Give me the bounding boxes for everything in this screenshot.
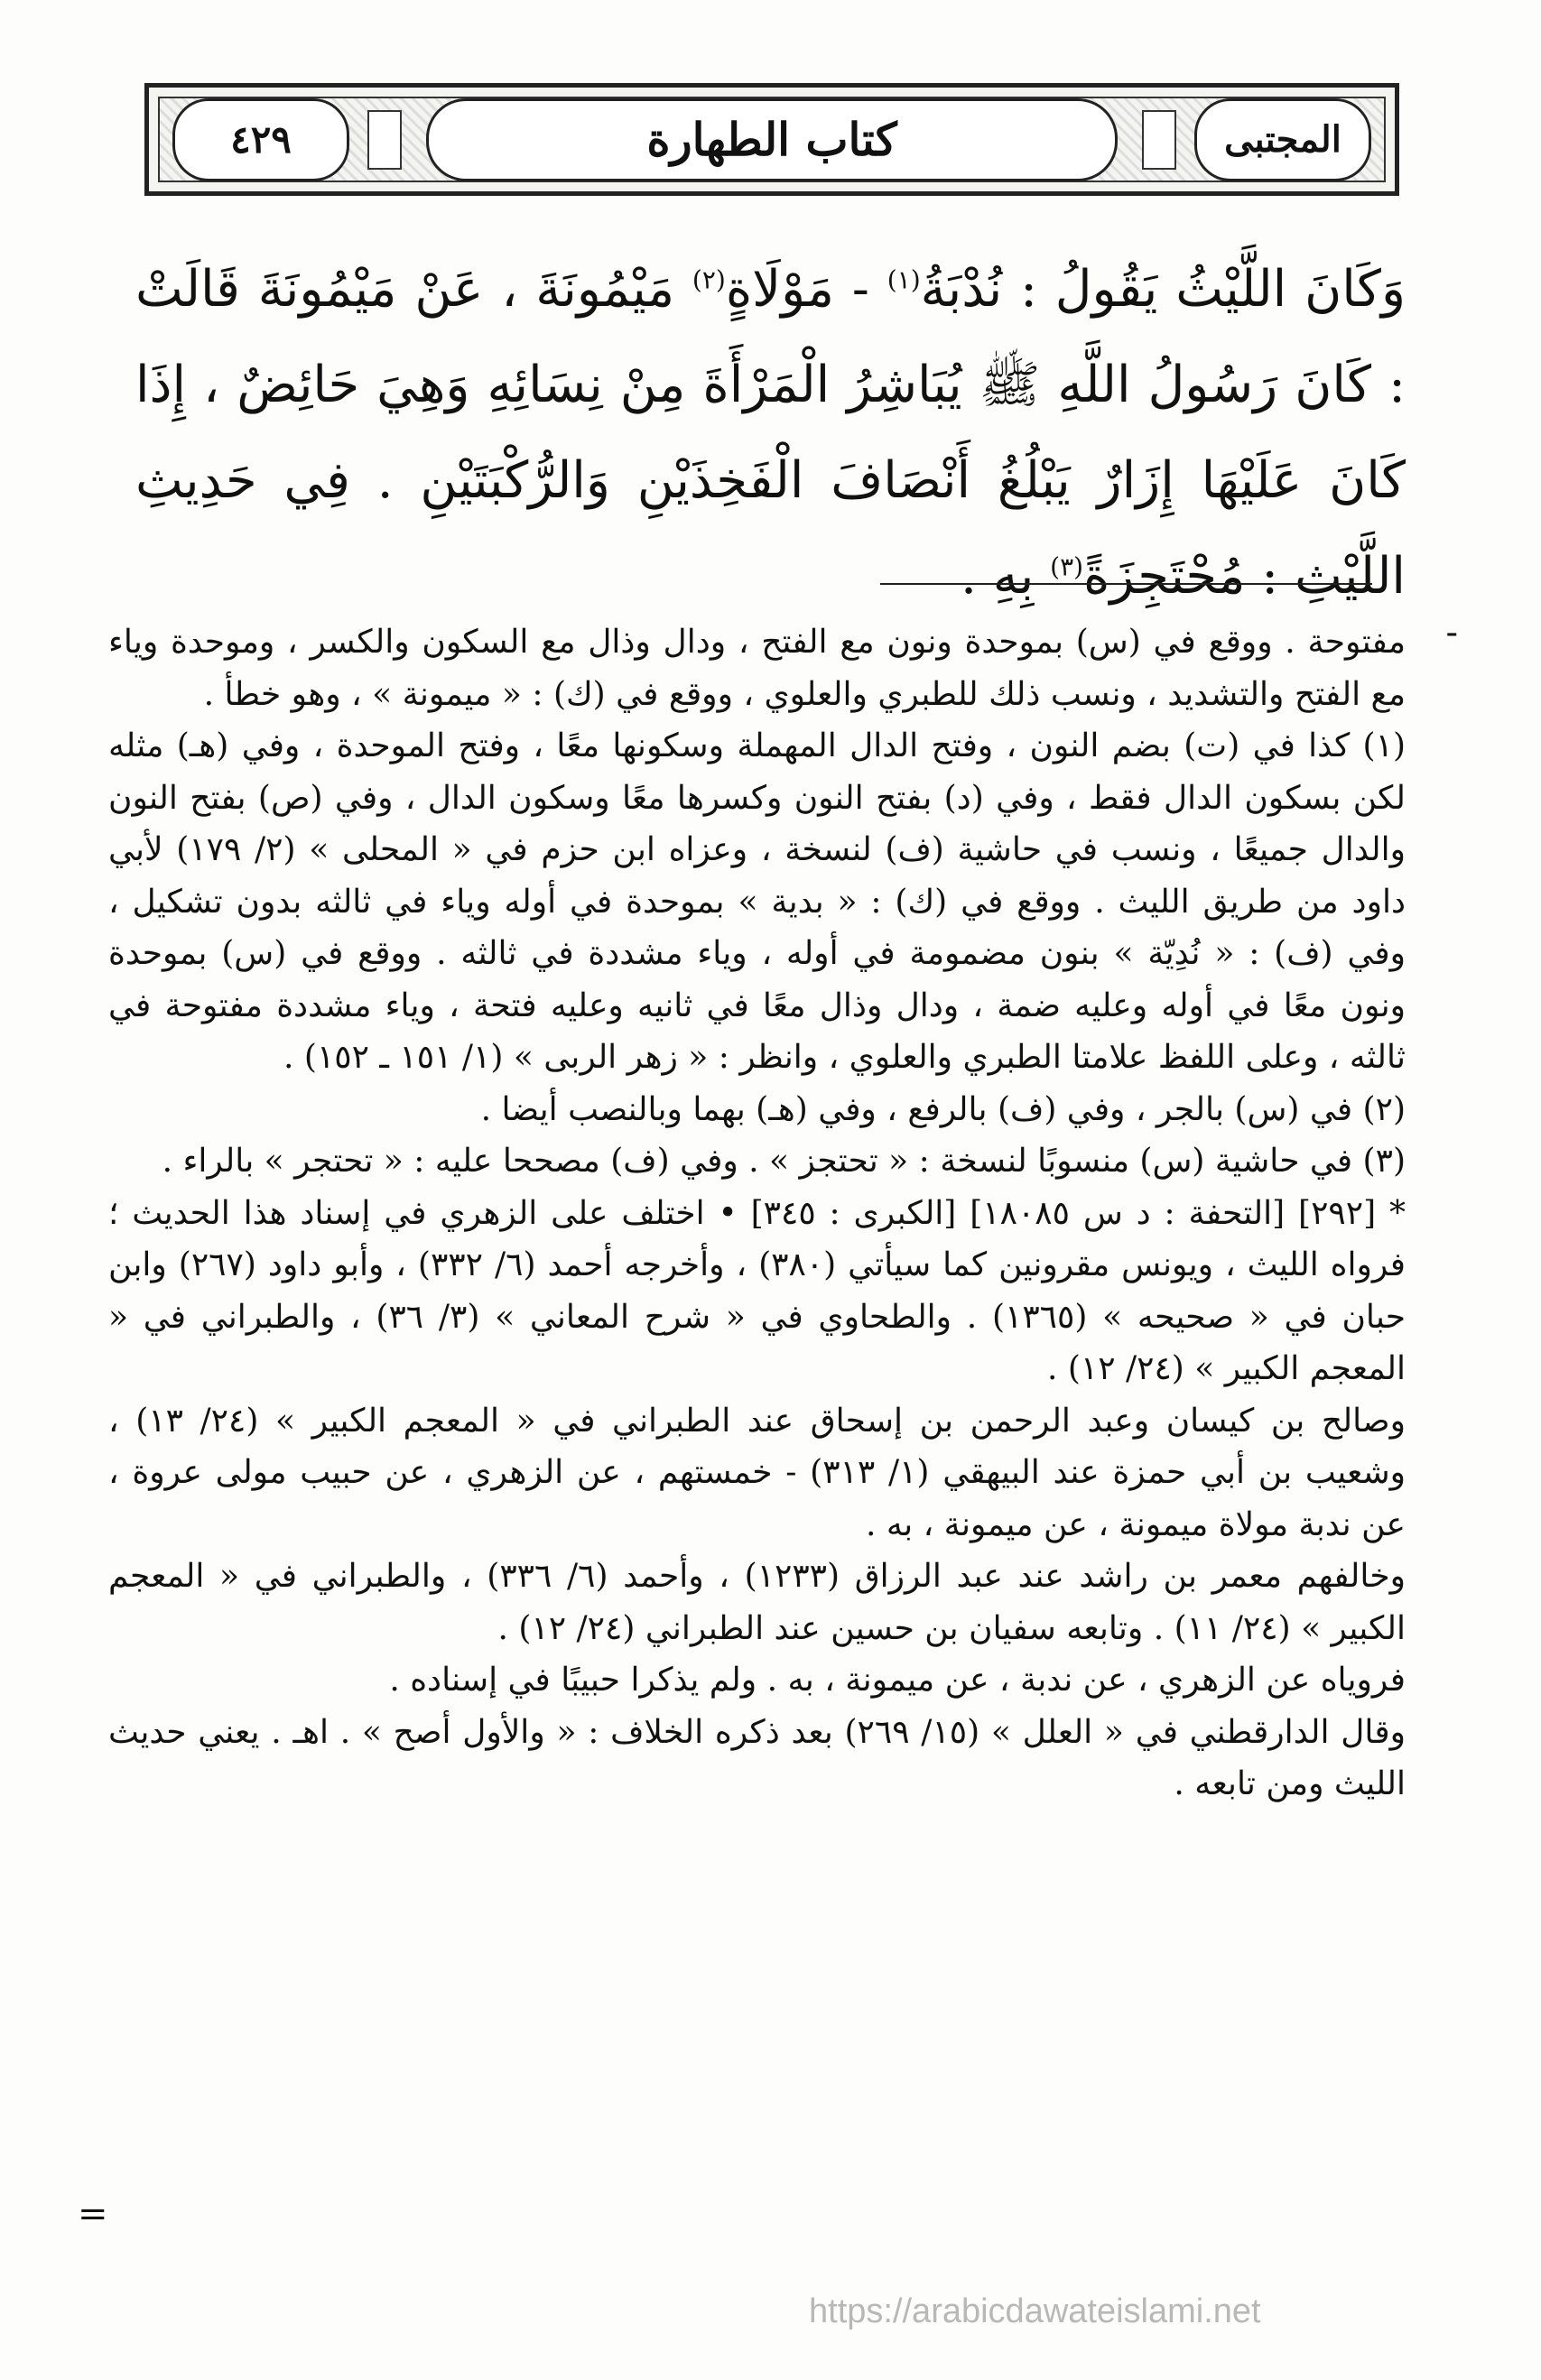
header-ornament-left [367,110,402,170]
book-brand-cartouche [1194,98,1371,181]
takhrij-paragraph-4: وقال الدارقطني في « العلل » (١٥/ ٢٦٩) بعد ذكره الخلاف : « والأول أصح » . اهـ . يعني حديث الليث ومن تابعه . [108,1713,1406,1802]
footnote-continued: مفتوحة . ووقع في (س) بموحدة ونون مع الفتح ، ودال وذال مع السكون والكسر ، وموحدة وياء مع الفتح والتشديد ، ونسب ذلك للطبري والعلوي ، ووقع في (ك) : « ميمونة » ، وهو خطأ . [108,624,1406,713]
takhrij-heading: * [٢٩٢] [التحفة : د س ١٨٠٨٥] [الكبرى : ٣٤٥] • اختلف على الزهري في إسناد هذا الحديث ؛ فرواه الليث ، ويونس مقرونين كما سيأتي (٣٨٠) ، وأخرجه أحمد (٦/ ٣٣٢) ، وأبو داود (٢٦٧) وابن حبان في « صحيحه » (١٣٦٥) . والطحاوي في « شرح المعاني » (٣/ ٣٦) ، والطبراني في « المعجم الكبير » (٢٤/ ١٢) . [108,1194,1406,1387]
hadith-text-part-3: مَيْمُونَةَ ، عَنْ مَيْمُونَةَ قَالَتْ : كَانَ رَسُولُ اللَّهِ ﷺ يُبَاشِرُ الْمَرْأَةَ مِنْ نِسَائِهِ وَهِيَ حَائِضٌ ، إِذَا كَانَ عَلَيْهَا إِزَارٌ يَبْلُغُ أَنْصَافَ الْفَخِذَيْنِ وَالرُّكْبَتَيْنِ . فِي حَدِيثِ اللَّيْثِ : مُحْتَجِزَةً [135,260,1406,606]
footnote-ref-2: (٢) [692,264,726,295]
hadith-text [135,242,1406,625]
book-brand: المجتبى [1224,118,1341,161]
hadith-text-part-4: بِهِ . [961,547,1051,606]
footnote-ref-1: (١) [887,264,921,295]
footnote-2: (٢) في (س) بالجر ، وفي (ف) بالرفع ، وفي (هـ) بهما وبالنصب أيضا . [480,1090,1406,1128]
takhrij-paragraph-3: فروياه عن الزهري ، عن ندبة ، عن ميمونة ، به . ولم يذكرا حبيبًا في إسناده . [389,1662,1406,1699]
watermark: https://arabicdawateislami.net [809,2292,1261,2330]
header-ornament-right [1142,110,1176,170]
footnote-separator [880,583,1372,585]
takhrij-paragraph-2: وخالفهم معمر بن راشد عند عبد الرزاق (١٢٣٣) ، وأحمد (٦/ ٣٣٦) ، والطبراني في « المعجم الكبير » (٢٤/ ١١) . وتابعه سفيان بن حسين عند الطبراني (٢٤/ ١٢) . [108,1558,1406,1647]
header-frame [158,97,1386,182]
continuation-mark: = [78,2193,108,2235]
footnote-3: (٣) في حاشية (س) منسوبًا لنسخة : « تحتجز » . وفي (ف) مصححا عليه : « تحتجر » بالراء . [162,1143,1406,1180]
footnote-ref-3: (٣) [1050,551,1084,582]
chapter-title: كتاب الطهارة [646,113,897,166]
page-number: ٤٢٩ [230,117,292,162]
footnote-1: (١) كذا في (ت) بضم النون ، وفتح الدال المهملة وسكونها معًا ، وفتح الموحدة ، وفي (هـ) مثله لكن بسكون الدال فقط ، وفي (د) بفتح النون وكسرها معًا وسكون الدال ، وفي (ص) بفتح النون والدال جميعًا ، ونسب في حاشية (ف) لنسخة ، وعزاه ابن حزم في « المحلى » (٢/ ١٧٩) لأبي داود من طريق الليث . ووقع في (ك) : « بدية » بموحدة في أوله وياء في ثالثه بدون تشكيل ، وفي (ف) : « نُدِيّة » بنون مضمومة في أوله ، وياء مشددة في ثالثه . ووقع في (س) بموحدة ونون معًا في أوله وعليه ضمة ، ودال وذال معًا في ثانيه وعليه فتحة ، وياء مشددة مفتوحة في ثالثه ، وعلى اللفظ علامتا الطبري والعلوي ، وانظر : « زهر الربى » (١/ ١٥١ ـ ١٥٢) . [108,727,1406,1076]
chapter-title-cartouche [426,98,1118,181]
page-number-cartouche [172,98,349,181]
takhrij-paragraph-1: وصالح بن كيسان وعبد الرحمن بن إسحاق عند الطبراني في « المعجم الكبير » (٢٤/ ١٣) ، وشعيب بن أبي حمزة عند البيهقي (١/ ٣١٣) - خمستهم ، عن الزهري ، عن حبيب مولى عروة ، عن ندبة مولاة ميمونة ، عن ميمونة ، به . [108,1402,1406,1543]
hadith-text-part-1: وَكَانَ اللَّيْثُ يَقُولُ : نُدْبَةُ [920,260,1406,319]
page-header [144,83,1399,196]
hadith-text-part-2: - مَوْلَاةٍ [725,260,887,319]
footnotes [108,612,1458,1810]
continuation-dash: - [1445,612,1458,653]
